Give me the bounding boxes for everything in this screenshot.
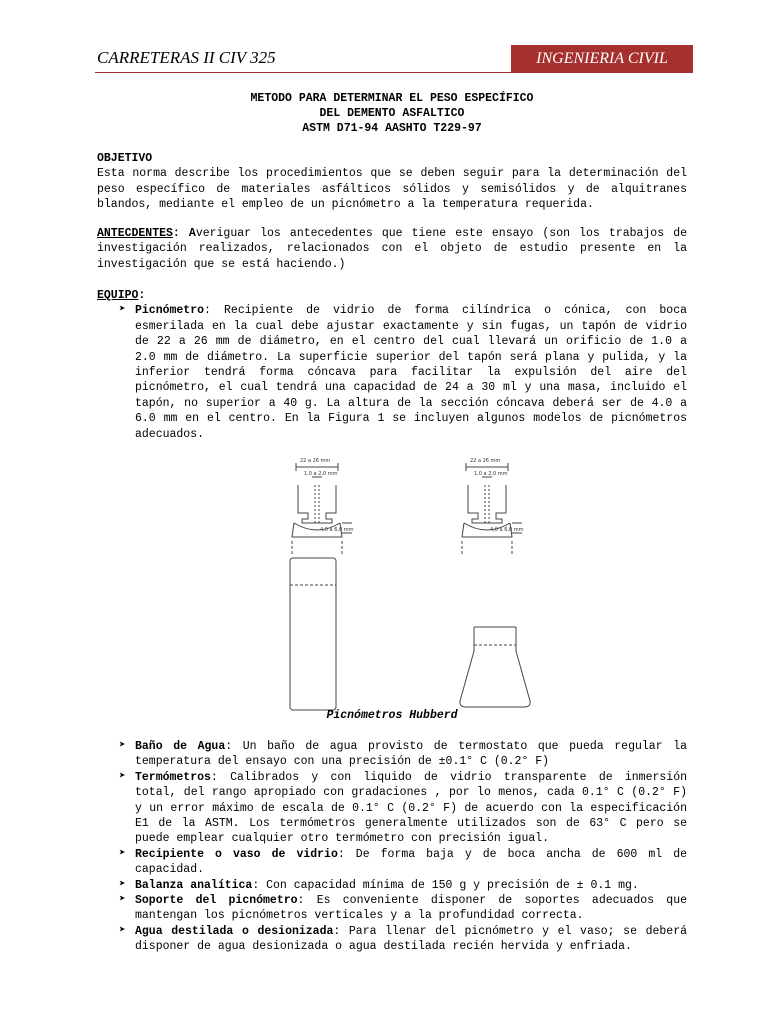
item-text: : Recipiente de vidrio de forma cilíndrica o cónica, con boca esmerilada en la cual debe ajustar exactamente y sin fugas, un tapón de vidrio de 22 a 26 mm de diámetro, en el centro del cual llevará un orificio de 1.0 a 2.0 mm de diámetro. La superficie superior del tapón será plana y pulida, y la inferior tendrá forma cóncava para facilitar la expulsión del aire del picnómetro, el cual tendrá una capacidad de 24 a 30 ml y una masa, incluido el tapón, no superior a 40 g. La altura de la sección cóncava deberá ser de 4.0 a 6.0 mm en el centro. En la Figura 1 se incluyen algunos modelos de picnómetros adecuados. xyxy=(135,304,687,441)
equipo-colon: : xyxy=(138,289,146,302)
item-term: Picnómetro xyxy=(135,304,205,318)
item-text: : Es conveniente disponer de soportes adecuados que mantengan los picnómetros verticales y a la profundidad correcta. xyxy=(135,894,687,923)
course-title: CARRETERAS II CIV 325 xyxy=(97,48,276,67)
pycnometer-figure xyxy=(278,455,578,715)
dimension-label: 4,0 a 6,0 mm xyxy=(320,527,354,533)
dimension-label: 22 a 26 mm xyxy=(470,458,501,464)
objetivo-heading: OBJETIVO xyxy=(97,152,153,165)
arrow-bullet-icon: ➤ xyxy=(119,924,126,937)
page-header xyxy=(0,0,768,100)
arrow-bullet-icon: ➤ xyxy=(119,304,126,317)
item-term: Termómetros xyxy=(135,770,211,784)
antecedentes-heading: ANTECDENTES xyxy=(97,227,173,240)
equipo-list-2 xyxy=(97,739,687,955)
antecedentes-colon: : xyxy=(172,227,189,240)
dimension-label: 1,0 a 2,0 mm xyxy=(474,471,508,477)
dimension-label: 22 a 26 mm xyxy=(300,458,331,464)
list-item xyxy=(97,924,687,955)
equipo-list-1 xyxy=(97,303,687,442)
list-item xyxy=(97,878,687,893)
equipo-heading: EQUIPO xyxy=(97,289,139,302)
item-text: : Para llenar del picnómetro y el vaso; se deberá disponer de agua desionizada o agua destilada recién hervida y enfriada. xyxy=(135,924,688,954)
arrow-bullet-icon: ➤ xyxy=(119,894,126,907)
list-item xyxy=(97,303,687,442)
item-text: : De forma baja y de boca ancha de 600 ml de capacidad. xyxy=(135,847,687,877)
antecedentes-text: veriguar los antecedentes que tiene este ensayo (son los trabajos de investigación realizados, relacionados con el objeto de estudio presente en la investigación que se está haciendo.) xyxy=(97,227,687,271)
conical-pycnometer xyxy=(460,627,530,707)
arrow-bullet-icon: ➤ xyxy=(119,740,126,752)
item-term: Soporte del picnómetro xyxy=(135,894,298,908)
dimension-label: 4,0 a 6,0 mm xyxy=(490,527,524,533)
item-term: Balanza analítica xyxy=(135,878,253,892)
list-item xyxy=(97,739,687,770)
item-text: : Un baño de agua provisto de termostato que pueda regular la temperatura del ensayo con una precisión de ±0.1° C (0.2° F) xyxy=(135,740,687,769)
section-equipo xyxy=(97,288,687,442)
title-line-2: DEL DEMENTO ASFALTICO xyxy=(319,107,465,120)
section-objetivo xyxy=(97,151,687,213)
title-line-3: ASTM D71-94 AASHTO T229-97 xyxy=(302,122,482,135)
list-item xyxy=(97,770,687,847)
item-term: Agua destilada o desionizada xyxy=(135,924,334,938)
list-item xyxy=(97,893,687,924)
antecedentes-first-letter: A xyxy=(188,227,196,240)
arrow-bullet-icon: ➤ xyxy=(119,878,126,891)
document-title xyxy=(97,91,687,136)
arrow-bullet-icon: ➤ xyxy=(119,770,126,783)
figure-caption: Picnómetros Hubberd xyxy=(326,709,458,722)
header-rule xyxy=(95,72,511,73)
item-term: Baño de Agua xyxy=(135,740,226,753)
title-line-1: METODO PARA DETERMINAR EL PESO ESPECÍFICO xyxy=(250,92,534,105)
section-antecedentes xyxy=(97,226,687,272)
objetivo-text: Esta norma describe los procedimientos que se deben seguir para la determinación del peso específico de materiales asfálticos sólidos y semisólidos y de alquitranes blandos, mediante el empleo de un picnómetro a la temperatura requerida. xyxy=(97,167,687,212)
arrow-bullet-icon: ➤ xyxy=(119,847,126,860)
department-banner: INGENIERIA CIVIL xyxy=(511,45,693,73)
list-item xyxy=(97,847,687,878)
cylindrical-pycnometer xyxy=(290,558,336,710)
item-text: : Calibrados y con liquido de vidrio transparente de inmersión total, del rango apropiado con gradaciones , por lo menos, cada 0.1° C (0.2° F) y un error máximo de escala de 0.1° C (0.2° F) de acuerdo con la especificación E1 de la ASTM. Los termómetros generalmente utilizados son de 63° C pero se puede emplear cualquier otro termómetro con precisión igual. xyxy=(135,770,687,846)
item-term: Recipiente o vaso de vidrio xyxy=(135,847,338,861)
item-text: : Con capacidad mínima de 150 g y precisión de ± 0.1 mg. xyxy=(252,878,639,892)
dimension-label: 1,0 a 2,0 mm xyxy=(304,471,338,477)
